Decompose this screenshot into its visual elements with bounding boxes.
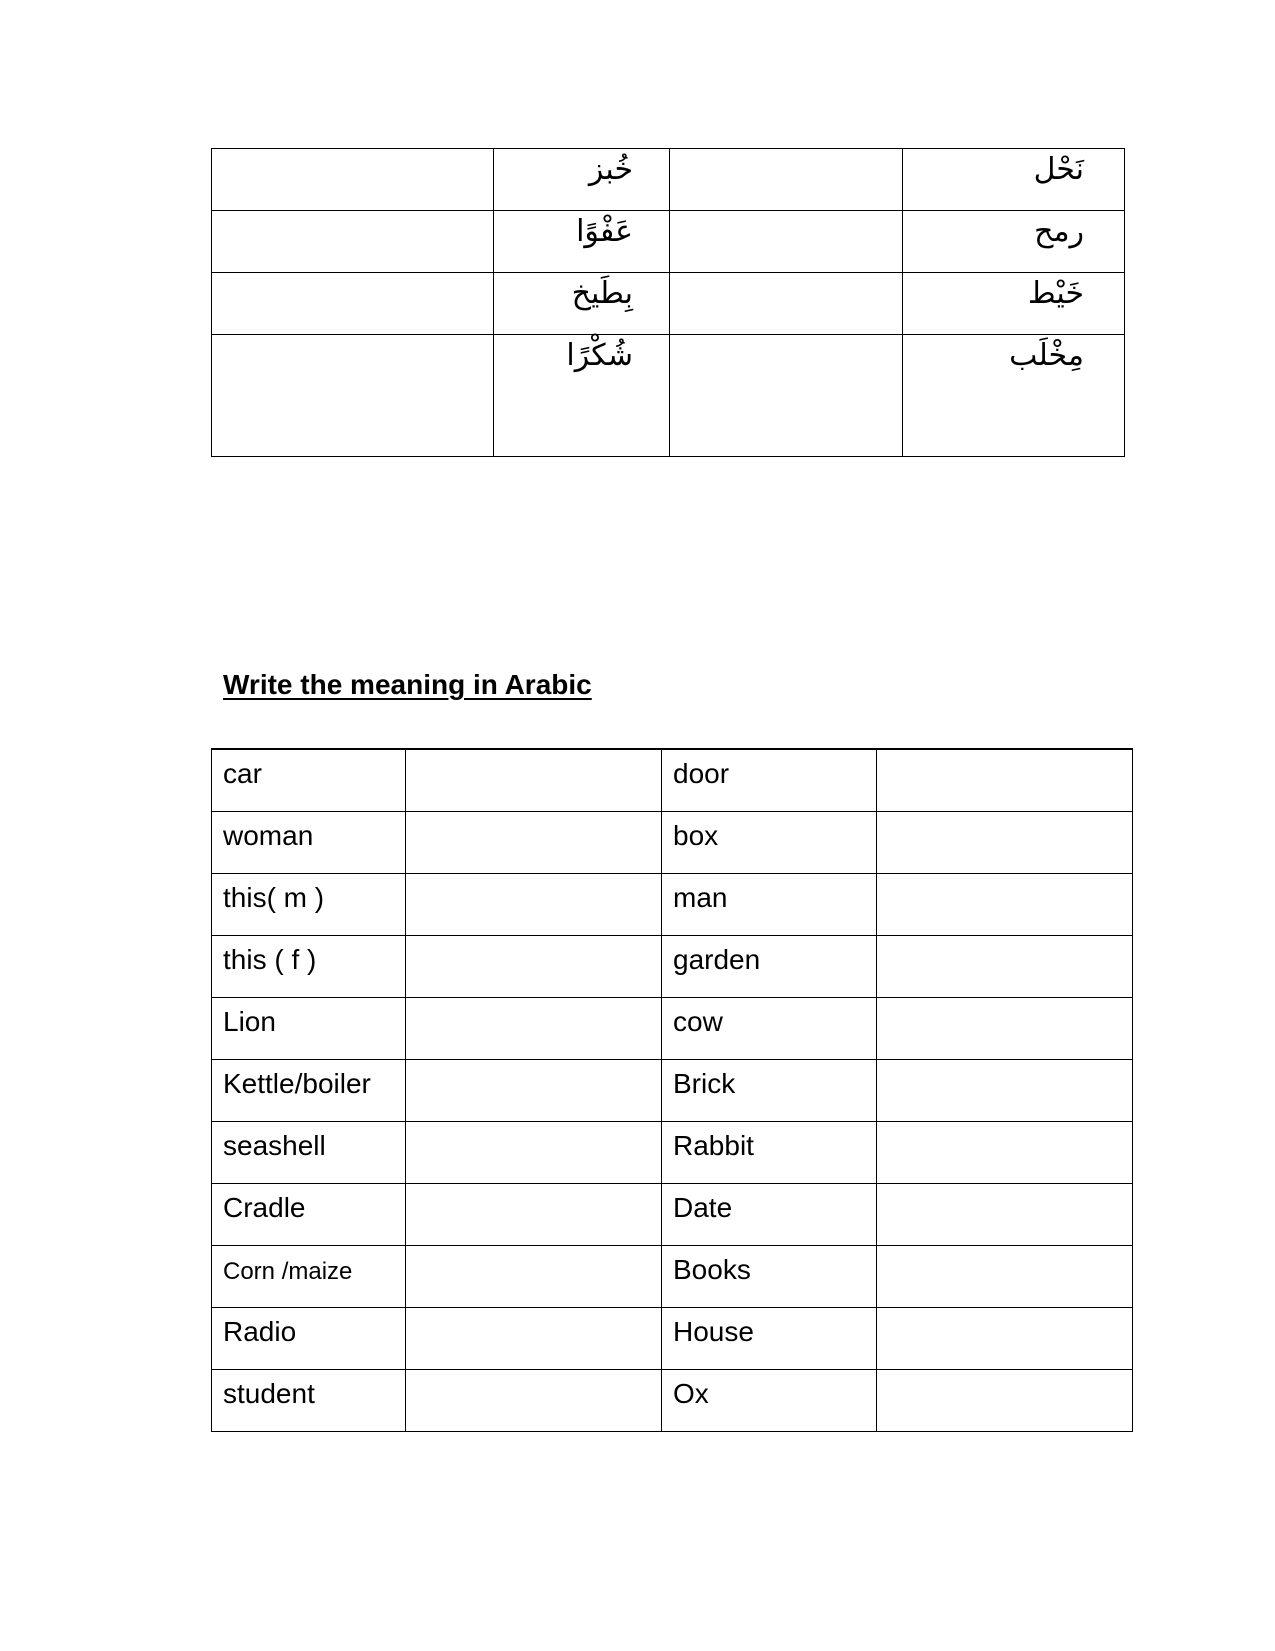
table-row bbox=[212, 1059, 1133, 1121]
answer-cell[interactable] bbox=[670, 149, 903, 211]
english-word-cell: Brick bbox=[662, 1059, 877, 1121]
answer-cell[interactable] bbox=[406, 1369, 662, 1431]
english-word-cell: Kettle/boiler bbox=[212, 1059, 406, 1121]
english-word-cell: car bbox=[212, 749, 406, 811]
answer-cell[interactable] bbox=[877, 811, 1133, 873]
answer-cell[interactable] bbox=[406, 873, 662, 935]
english-word-cell: this( m ) bbox=[212, 873, 406, 935]
answer-cell[interactable] bbox=[877, 749, 1133, 811]
table-row bbox=[212, 335, 1125, 457]
english-word-cell: Radio bbox=[212, 1307, 406, 1369]
answer-cell[interactable] bbox=[406, 1121, 662, 1183]
answer-cell[interactable] bbox=[670, 273, 903, 335]
answer-cell[interactable] bbox=[877, 997, 1133, 1059]
answer-cell[interactable] bbox=[406, 935, 662, 997]
answer-cell[interactable] bbox=[670, 335, 903, 457]
english-word-cell: seashell bbox=[212, 1121, 406, 1183]
english-word-cell: Lion bbox=[212, 997, 406, 1059]
answer-cell[interactable] bbox=[406, 749, 662, 811]
table-row bbox=[212, 273, 1125, 335]
answer-cell[interactable] bbox=[212, 211, 494, 273]
table-row bbox=[212, 1245, 1133, 1307]
answer-cell[interactable] bbox=[877, 1307, 1133, 1369]
arabic-word-cell: شُكْرًا bbox=[494, 335, 670, 457]
english-word-cell: Cradle bbox=[212, 1183, 406, 1245]
english-word-cell: Date bbox=[662, 1183, 877, 1245]
table-row bbox=[212, 935, 1133, 997]
arabic-word-cell: خَيْط bbox=[903, 273, 1125, 335]
table-row bbox=[212, 1183, 1133, 1245]
english-word-cell: Ox bbox=[662, 1369, 877, 1431]
english-word-cell: box bbox=[662, 811, 877, 873]
english-word-cell: Corn /maize bbox=[212, 1245, 406, 1307]
table-row bbox=[212, 1307, 1133, 1369]
answer-cell[interactable] bbox=[877, 1059, 1133, 1121]
answer-cell[interactable] bbox=[406, 1183, 662, 1245]
english-word-cell: House bbox=[662, 1307, 877, 1369]
answer-cell[interactable] bbox=[877, 1245, 1133, 1307]
table-row bbox=[212, 1121, 1133, 1183]
answer-cell[interactable] bbox=[406, 1307, 662, 1369]
answer-cell[interactable] bbox=[877, 1183, 1133, 1245]
arabic-word-cell: بِطَيخ bbox=[494, 273, 670, 335]
english-word-cell: this ( f ) bbox=[212, 935, 406, 997]
table-row bbox=[212, 749, 1133, 811]
answer-cell[interactable] bbox=[877, 1369, 1133, 1431]
english-word-cell: woman bbox=[212, 811, 406, 873]
arabic-word-cell: مِخْلَب bbox=[903, 335, 1125, 457]
english-word-cell: garden bbox=[662, 935, 877, 997]
arabic-word-cell: عَفْوًا bbox=[494, 211, 670, 273]
answer-cell[interactable] bbox=[877, 935, 1133, 997]
answer-cell[interactable] bbox=[212, 335, 494, 457]
arabic-word-cell: رمح bbox=[903, 211, 1125, 273]
english-word-cell: Books bbox=[662, 1245, 877, 1307]
section-heading: Write the meaning in Arabic bbox=[223, 669, 592, 700]
english-word-cell: Rabbit bbox=[662, 1121, 877, 1183]
table-row bbox=[212, 149, 1125, 211]
meaning-table bbox=[211, 748, 1133, 1432]
answer-cell[interactable] bbox=[212, 149, 494, 211]
answer-cell[interactable] bbox=[212, 273, 494, 335]
table-row bbox=[212, 1369, 1133, 1431]
answer-cell[interactable] bbox=[406, 811, 662, 873]
arabic-word-cell: نَحْل bbox=[903, 149, 1125, 211]
english-word-cell: cow bbox=[662, 997, 877, 1059]
answer-cell[interactable] bbox=[877, 1121, 1133, 1183]
answer-cell[interactable] bbox=[877, 873, 1133, 935]
english-word-cell: man bbox=[662, 873, 877, 935]
answer-cell[interactable] bbox=[406, 997, 662, 1059]
table-row bbox=[212, 873, 1133, 935]
arabic-vocabulary-table bbox=[211, 148, 1125, 457]
answer-cell[interactable] bbox=[406, 1245, 662, 1307]
english-word-cell: door bbox=[662, 749, 877, 811]
table-row bbox=[212, 211, 1125, 273]
answer-cell[interactable] bbox=[406, 1059, 662, 1121]
answer-cell[interactable] bbox=[670, 211, 903, 273]
table-row bbox=[212, 997, 1133, 1059]
arabic-word-cell: خُبز bbox=[494, 149, 670, 211]
english-word-cell: student bbox=[212, 1369, 406, 1431]
table-row bbox=[212, 811, 1133, 873]
